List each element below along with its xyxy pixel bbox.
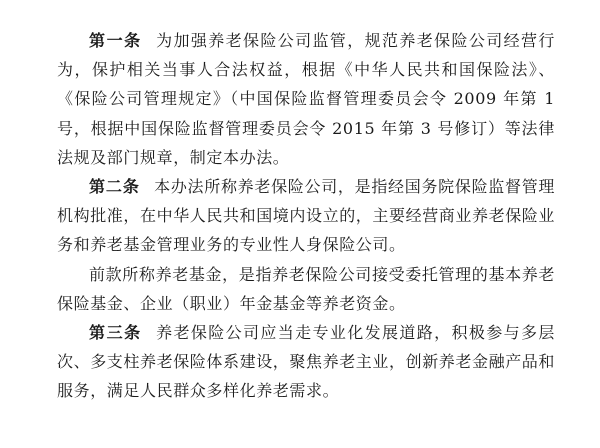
- article-2-paragraph: [57, 172, 555, 260]
- article-1-text: 为加强养老保险公司监管，规范养老保险公司经营行为，保护相关当事人合法权益，根据《中华人民共和国保险法》、《保险公司管理规定》（中国保险监督管理委员会令 2009 年第 1 号，根据中国保险监督管理委员会令 2015 年第 3 号修订）等法律法规及部门规章，制定本办法。: [57, 31, 555, 167]
- article-3-paragraph: [57, 318, 555, 406]
- article-1-heading: 第一条: [89, 31, 142, 50]
- article-1-paragraph: [57, 26, 555, 172]
- article-3-text: 养老保险公司应当走专业化发展道路，积极参与多层次、多支柱养老保险体系建设，聚焦养老主业，创新养老金融产品和服务，满足人民群众多样化养老需求。: [57, 323, 556, 401]
- article-3-heading: 第三条: [89, 323, 142, 343]
- article-2-subparagraph: [57, 260, 555, 318]
- article-2-heading: 第二条: [89, 177, 140, 197]
- article-2-subparagraph-text: 前款所称养老基金，是指养老保险公司接受委托管理的基本养老保险基金、企业（职业）年金基金等养老资金。: [57, 264, 555, 313]
- article-2-text: 本办法所称养老保险公司，是指经国务院保险监督管理机构批准，在中华人民共和国境内设立的，主要经营商业养老保险业务和养老基金管理业务的专业性人身保险公司。: [57, 177, 556, 255]
